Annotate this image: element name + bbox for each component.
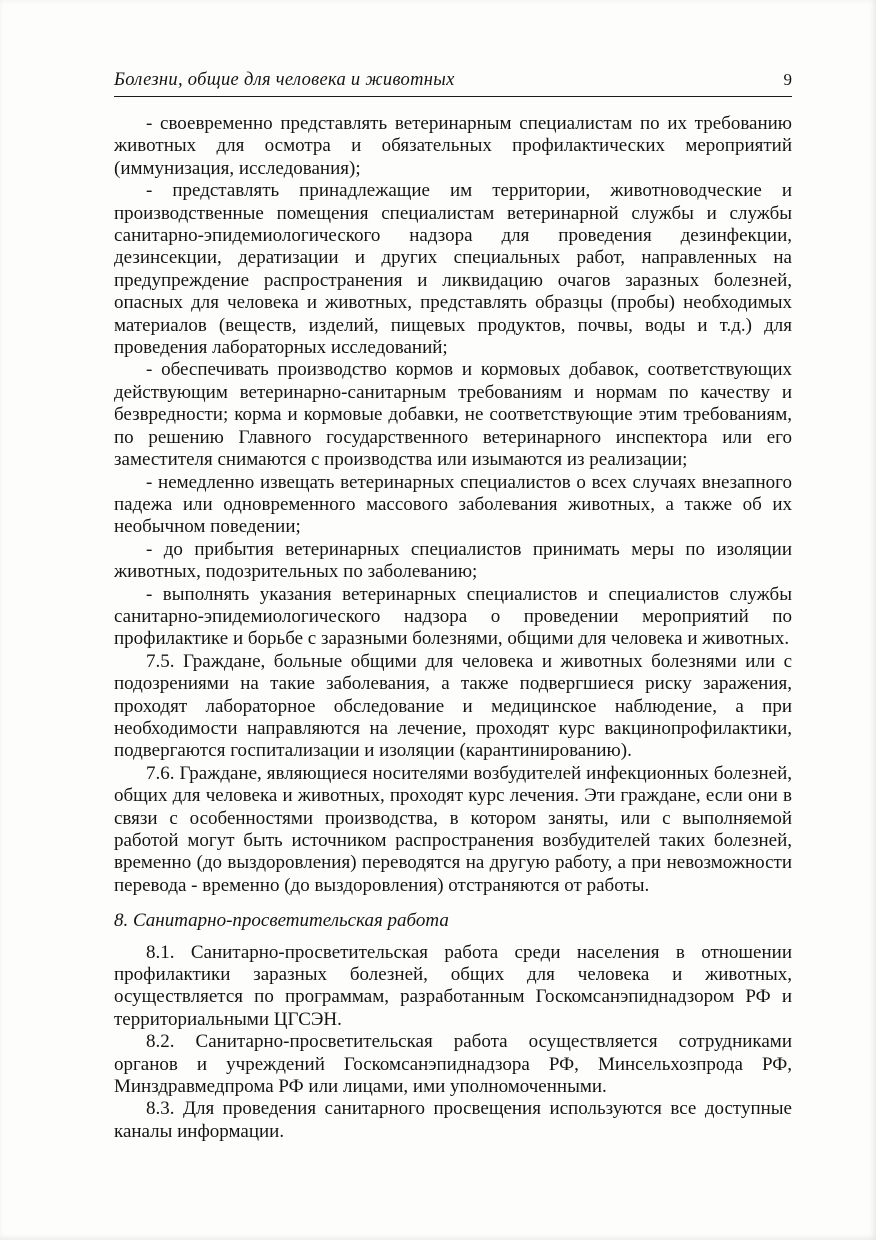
page-number: 9	[783, 70, 792, 89]
running-title: Болезни, общие для человека и животных	[114, 70, 455, 90]
paragraph: 8.2. Санитарно-просветительская работа осуществляется сотрудниками органов и учреждений Госкомсанэпиднадзора РФ, Минсельхозпрода РФ, Минздравмедпрома РФ или лицами, ими уполномоченными.	[114, 1031, 792, 1098]
paragraph: - обеспечивать производство кормов и кормовых добавок, соответствующих действующим ветеринарно-санитарным требованиям и нормам по качеству и безвредности; корма и кормовые добавки, не соответствующие этим требованиям, по решению Главного государственного ветеринарного инспектора или его заместителя снимаются с производства или изымаются из реализации;	[114, 359, 792, 471]
paragraph: - выполнять указания ветеринарных специалистов и специалистов службы санитарно-эпидемиологического надзора о проведении мероприятий по профилактике и борьбе с заразными болезнями, общими для человека и животных.	[114, 583, 792, 650]
paragraph: - своевременно представлять ветеринарным специалистам по их требованию животных для осмотра и обязательных профилактических мероприятий (иммунизация, исследования);	[114, 113, 792, 179]
document-content	[114, 113, 792, 1143]
paragraph: 7.6. Граждане, являющиеся носителями возбудителей инфекционных болезней, общих для человека и животных, проходят курс лечения. Эти граждане, если они в связи с особенностями производства, в котором заняты, или с выполняемой работой могут быть источником распространения возбудителей таких болезней, временно (до выздоровления) переводятся на другую работу, а при невозможности перевода - временно (до выздоровления) отстраняются от работы.	[114, 762, 792, 896]
paragraph: - представлять принадлежащие им территории, животноводческие и производственные помещения специалистам ветеринарной службы и службы санитарно-эпидемиологического надзора для проведения дезинфекции, дезинсекции, дератизации и других специальных работ, направленных на предупреждение распространения и ликвидацию очагов заразных болезней, опасных для человека и животных, представлять образцы (пробы) необходимых материалов (веществ, изделий, пищевых продуктов, почвы, воды и т.д.) для проведения лабораторных исследований;	[114, 180, 792, 359]
paragraph: - до прибытия ветеринарных специалистов принимать меры по изоляции животных, подозрительных по заболеванию;	[114, 538, 792, 583]
paragraph: 7.5. Граждане, больные общими для человека и животных болезнями или с подозрениями на такие заболевания, а также подвергшиеся риску заражения, проходят лабораторное обследование и медицинское наблюдение, а при необходимости направляются на лечение, проходят курс вакцинопрофилактики, подвергаются госпитализации и изоляции (карантинированию).	[114, 650, 792, 762]
paragraph: - немедленно извещать ветеринарных специалистов о всех случаях внезапного падежа или одновременного массового заболевания животных, а также об их необычном поведении;	[114, 471, 792, 538]
section-heading: 8. Санитарно-просветительская работа	[114, 910, 449, 932]
paragraph: 8.3. Для проведения санитарного просвещения используются все доступные каналы информации.	[114, 1098, 792, 1142]
paragraph: 8.1. Санитарно-просветительская работа среди населения в отношении профилактики заразных болезней, общих для человека и животных, осуществляется по программам, разработанным Госкомсанэпиднадзором РФ и территориальными ЦГСЭН.	[114, 941, 792, 1030]
running-header	[114, 70, 792, 97]
